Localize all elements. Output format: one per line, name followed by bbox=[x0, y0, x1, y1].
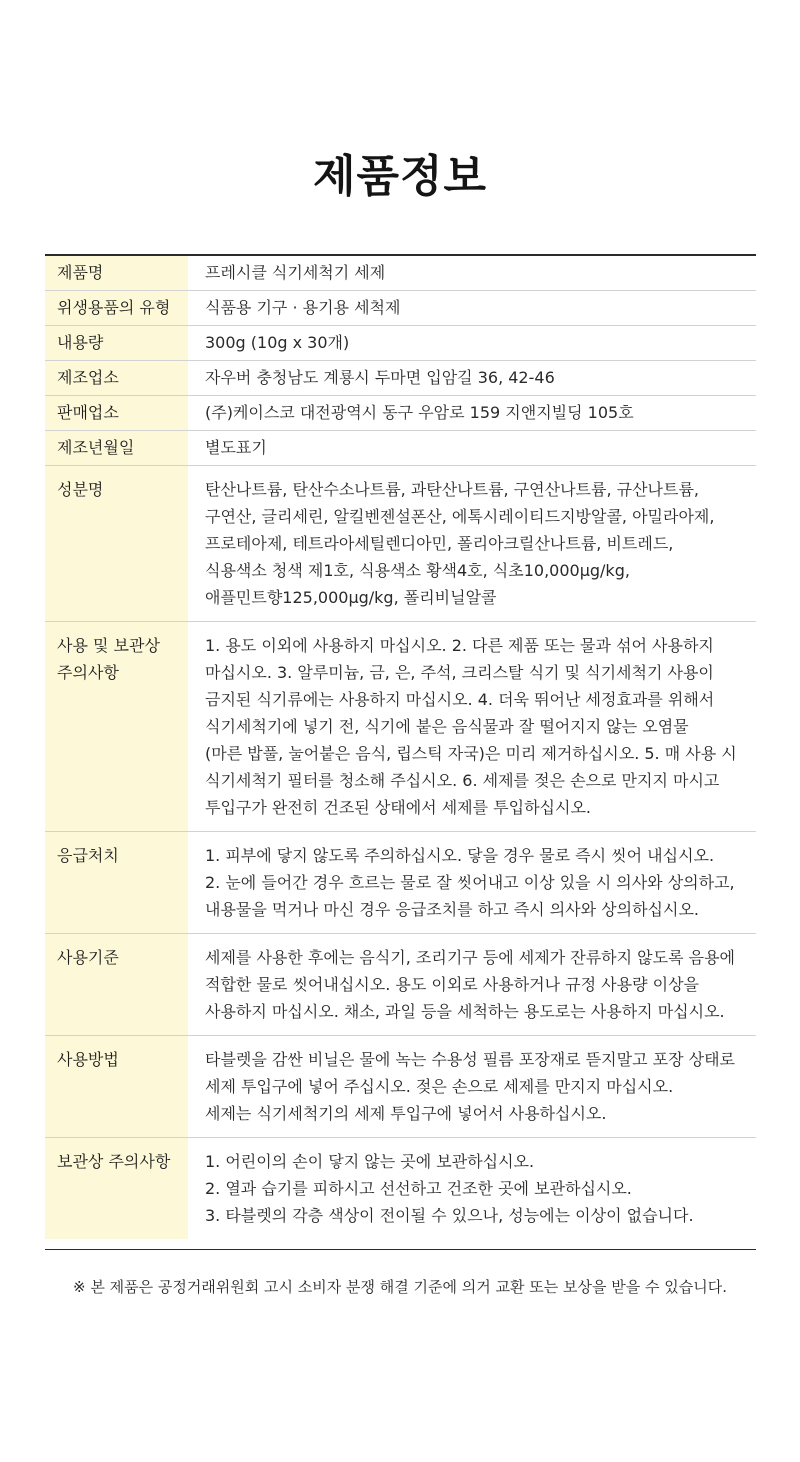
table-row-product-name bbox=[45, 256, 756, 291]
row-label: 내용량 bbox=[45, 326, 188, 360]
row-label: 위생용품의 유형 bbox=[45, 291, 188, 325]
consumer-notice: ※ 본 제품은 공정거래위원회 고시 소비자 분쟁 해결 기준에 의거 교환 또는 보상을 받을 수 있습니다. bbox=[73, 1278, 727, 1296]
table-row-manufacturer bbox=[45, 361, 756, 396]
table-row-hygiene-type bbox=[45, 291, 756, 326]
row-value: 세제를 사용한 후에는 음식기, 조리기구 등에 세제가 잔류하지 않도록 음용에 적합한 물로 씻어내십시오. 용도 이외로 사용하거나 규정 사용량 이상을 사용하지 마십시오. 채소, 과일 등을 세척하는 용도로는 사용하지 마십시오. bbox=[205, 948, 735, 1021]
row-label: 제조년월일 bbox=[45, 431, 188, 465]
row-label: 판매업소 bbox=[45, 396, 188, 430]
table-row-usage-method bbox=[45, 1036, 756, 1138]
table-row-storage-caution bbox=[45, 1138, 756, 1239]
row-label: 사용 및 보관상 주의사항 bbox=[45, 622, 188, 831]
row-value: 프레시클 식기세척기 세제 bbox=[205, 263, 386, 282]
divider bbox=[45, 1249, 756, 1250]
row-label: 제조업소 bbox=[45, 361, 188, 395]
row-label: 사용방법 bbox=[45, 1036, 188, 1137]
row-value: 1. 용도 이외에 사용하지 마십시오. 2. 다른 제품 또는 물과 섞어 사용하지 마십시오. 3. 알루미늄, 금, 은, 주석, 크리스탈 식기 및 식기세척기 사용이 금지된 식기류에는 사용하지 마십시오. 4. 더욱 뛰어난 세정효과를 위해서 식기세척기에 넣기 전, 식기에 붙은 음식물과 잘 떨어지지 않는 오염물 (마른 밥풀, 눌어붙은 음식, 립스틱 자국)은 미리 제거하십시오. 5. 매 사용 시 식기세척기 필터를 청소해 주십시오. 6. 세제를 젖은 손으로 만지지 마시고 투입구가 완전히 건조된 상태에서 세제를 투입하십시오. bbox=[205, 636, 737, 817]
table-row-manufacture-date bbox=[45, 431, 756, 466]
row-label: 제품명 bbox=[45, 256, 188, 290]
row-value: 식품용 기구 · 용기용 세척제 bbox=[205, 298, 401, 317]
row-label: 보관상 주의사항 bbox=[45, 1138, 188, 1239]
row-label: 응급처치 bbox=[45, 832, 188, 933]
row-value: 300g (10g x 30개) bbox=[205, 333, 350, 352]
row-value: 탄산나트륨, 탄산수소나트륨, 과탄산나트륨, 구연산나트륨, 규산나트륨, 구연산, 글리세린, 알킬벤젠설폰산, 에톡시레이티드지방알콜, 아밀라아제, 프로테아제, 테트라아세틸렌디아민, 폴리아크릴산나트륨, 비트레드, 식용색소 청색 제1호, 식용색소 황색4호, 식초10,000μg/kg, 애플민트향125,000μg/kg, 폴리비닐알콜 bbox=[205, 480, 715, 607]
table-row-first-aid bbox=[45, 832, 756, 934]
row-value: 타블렛을 감싼 비닐은 물에 녹는 수용성 필름 포장재로 뜯지말고 포장 상태로 세제 투입구에 넣어 주십시오. 젖은 손으로 세제를 만지지 마십시오. 세제는 식기세척기의 세제 투입구에 넣어서 사용하십시오. bbox=[205, 1050, 735, 1123]
row-label: 사용기준 bbox=[45, 934, 188, 1035]
table-row-usage-standard bbox=[45, 934, 756, 1036]
row-value: 별도표기 bbox=[205, 438, 267, 457]
table-row-seller bbox=[45, 396, 756, 431]
row-value: 자우버 충청남도 계룡시 두마면 입암길 36, 42-46 bbox=[205, 368, 555, 387]
row-value: (주)케이스코 대전광역시 동구 우암로 159 지앤지빌딩 105호 bbox=[205, 403, 634, 422]
row-label: 성분명 bbox=[45, 466, 188, 621]
table-row-usage-storage-caution bbox=[45, 622, 756, 832]
page-title: 제품정보 bbox=[312, 151, 487, 202]
row-value: 1. 어린이의 손이 닿지 않는 곳에 보관하십시오. 2. 열과 습기를 피하시고 선선하고 건조한 곳에 보관하십시오. 3. 타블렛의 각층 색상이 전이될 수 있으나, 성능에는 이상이 없습니다. bbox=[205, 1152, 694, 1225]
table-row-content-amount bbox=[45, 326, 756, 361]
table-row-ingredients bbox=[45, 466, 756, 622]
row-value: 1. 피부에 닿지 않도록 주의하십시오. 닿을 경우 물로 즉시 씻어 내십시오. 2. 눈에 들어간 경우 흐르는 물로 잘 씻어내고 이상 있을 시 의사와 상의하고, 내용물을 먹거나 마신 경우 응급조치를 하고 즉시 의사와 상의하십시오. bbox=[205, 846, 735, 919]
product-info-table bbox=[45, 254, 756, 1239]
